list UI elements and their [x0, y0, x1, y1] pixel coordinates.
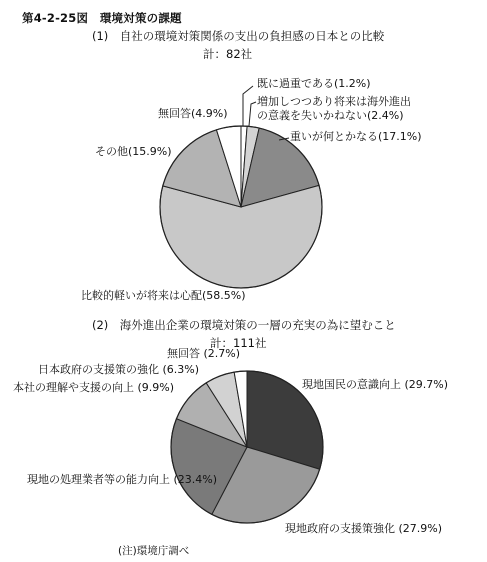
chart2-slice-label-1: 現地国民の意識向上 (29.7%): [302, 378, 449, 391]
chart2-total: 計：111社: [210, 336, 267, 350]
chart1-slice-label-3: 重いが何とかなる(17.1%): [290, 130, 422, 143]
chart2-title: (2) 海外進出企業の環境対策の一層の充実の為に望むこと: [92, 318, 396, 332]
chart1-slice-label-6: 無回答(4.9%): [158, 107, 228, 120]
chart2-slice-label-5: 日本政府の支援策の強化 (6.3%): [38, 363, 200, 376]
chart1-leader-1: [243, 86, 253, 126]
chart2-slice-label-3: 現地の処理業者等の能力向上 (23.4%): [27, 473, 218, 486]
figure-title: 第4-2-25図 環境対策の課題: [22, 11, 182, 25]
chart2-slice-label-4: 本社の理解や支援の向上 (9.9%): [13, 381, 175, 394]
chart1-slice-label-2: 増加しつつあり将来は海外進出 の意義を失いかねない(2.4%): [257, 95, 411, 122]
chart1-leader-2: [249, 102, 256, 126]
chart1-slice-label-5: その他(15.9%): [95, 145, 172, 158]
chart1-slice-label-1: 既に過重である(1.2%): [257, 77, 371, 90]
chart2-slice-label-2: 現地政府の支援策強化 (27.9%): [285, 522, 443, 535]
chart1-total: 計：82社: [203, 47, 253, 61]
chart2-slice-label-6: 無回答 (2.7%): [167, 347, 241, 360]
source-note: (注)環境庁調べ: [118, 545, 190, 557]
chart1-slice-label-4: 比較的軽いが将来は心配(58.5%): [81, 289, 246, 302]
chart1-title: (1) 自社の環境対策関係の支出の負担感の日本との比較: [92, 29, 385, 43]
